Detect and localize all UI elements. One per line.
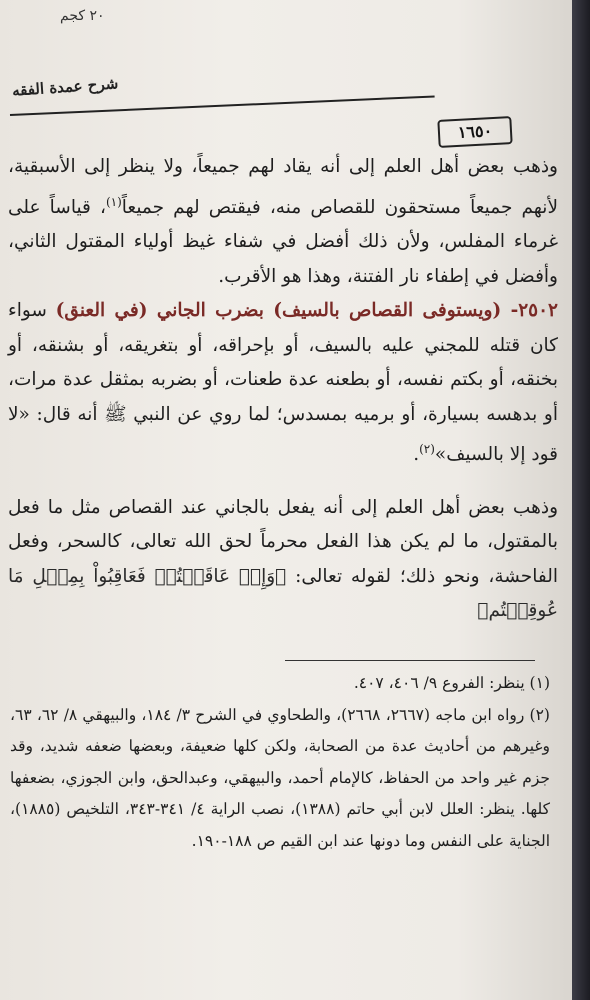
page-number: ١٦٥٠ [437, 116, 512, 148]
paragraph-3-text: وذهب بعض أهل العلم إلى أنه يفعل بالجاني عند القصاص مثل ما فعل بالمقتول، ما لم يكن هذا الفعل محرماً لحق الله تعالى، كالسحر، وفعل الفاحشة، ونحو ذلك؛ لقوله تعالى: [8, 496, 558, 587]
paragraph-2 [8, 294, 558, 473]
main-text [8, 150, 558, 629]
header-rule [10, 95, 435, 116]
paragraph-3 [8, 491, 558, 629]
footnote-separator [285, 660, 535, 661]
quran-verse: ﴿وَإِنۡ عَاقَبۡتُمۡ فَعَاقِبُواْ بِمِثۡلِ مَا عُوقِبۡتُم﴾ [8, 565, 558, 622]
issue-heading: (ويستوفى القصاص بالسيف) بضرب الجاني (في العنق) [55, 300, 502, 322]
footnotes [10, 668, 550, 857]
footnote-ref-1: (١) [105, 194, 122, 209]
issue-number: ٢٥٠٢- [501, 300, 558, 322]
footnote-1: (١) ينظر: الفروع ٩/ ٤٠٦، ٤٠٧. [353, 674, 550, 692]
paragraph-1-rest: ، قياساً على غرماء المفلس، ولأن ذلك أفضل في شفاء غيظ أولياء المقتول الثاني، وأفضل في إطفاء نار الفتنة، وهذا هو الأقرب. [8, 196, 558, 287]
paragraph-2-text: سواء كان قتله للمجني عليه بالسيف، أو بإحراقه، أو بتغريقه، أو بشنقه، أو بخنقه، أو بكتم نفسه، أو بطعنه عدة طعنات، أو بضربه بمثقل عدة مرات، أو بدهسه بسيارة، أو برميه بمسدس؛ لما روي عن النبي ﷺ أنه قال: «لا قود إلا بالسيف» [8, 300, 558, 466]
paragraph-1 [8, 150, 558, 294]
paragraph-2-end: . [413, 444, 420, 466]
book-spine [572, 0, 590, 1000]
footnote-2: (٢) رواه ابن ماجه (٢٦٦٧، ٢٦٦٨)، والطحاوي في الشرح ٣/ ١٨٤، والبيهقي ٨/ ٦٢، ٦٣، وغيرهم من أحاديث عدة من الصحابة، ولكن كلها ضعيفة، وبعضها ضعفه شديد، وقد جزم غير واحد من الحفاظ، كالإمام أحمد، والبيهقي، وعبدالحق، وابن الجوزي، بضعفها كلها. ينظر: العلل لابن أبي حاتم (١٣٨٨)، نصب الراية ٤/ ٣٤١-٣٤٣، التلخيص (١٨٨٥)، الجناية على النفس وما دونها عند ابن القيم ص ١٨٨-١٩٠. [10, 705, 550, 850]
footnote-ref-2: (٢) [419, 442, 435, 457]
running-title: شرح عمدة الفقه [11, 74, 119, 100]
top-handwritten-note: ٢٠ كجم [60, 8, 105, 24]
paragraph-1-text: وذهب بعض أهل العلم إلى أنه يقاد لهم جميعاً، ولا ينظر إلى الأسبقية، لأنهم جميعاً مستحقون للقصاص منه، فيقتص لهم جميعاً [8, 156, 559, 218]
